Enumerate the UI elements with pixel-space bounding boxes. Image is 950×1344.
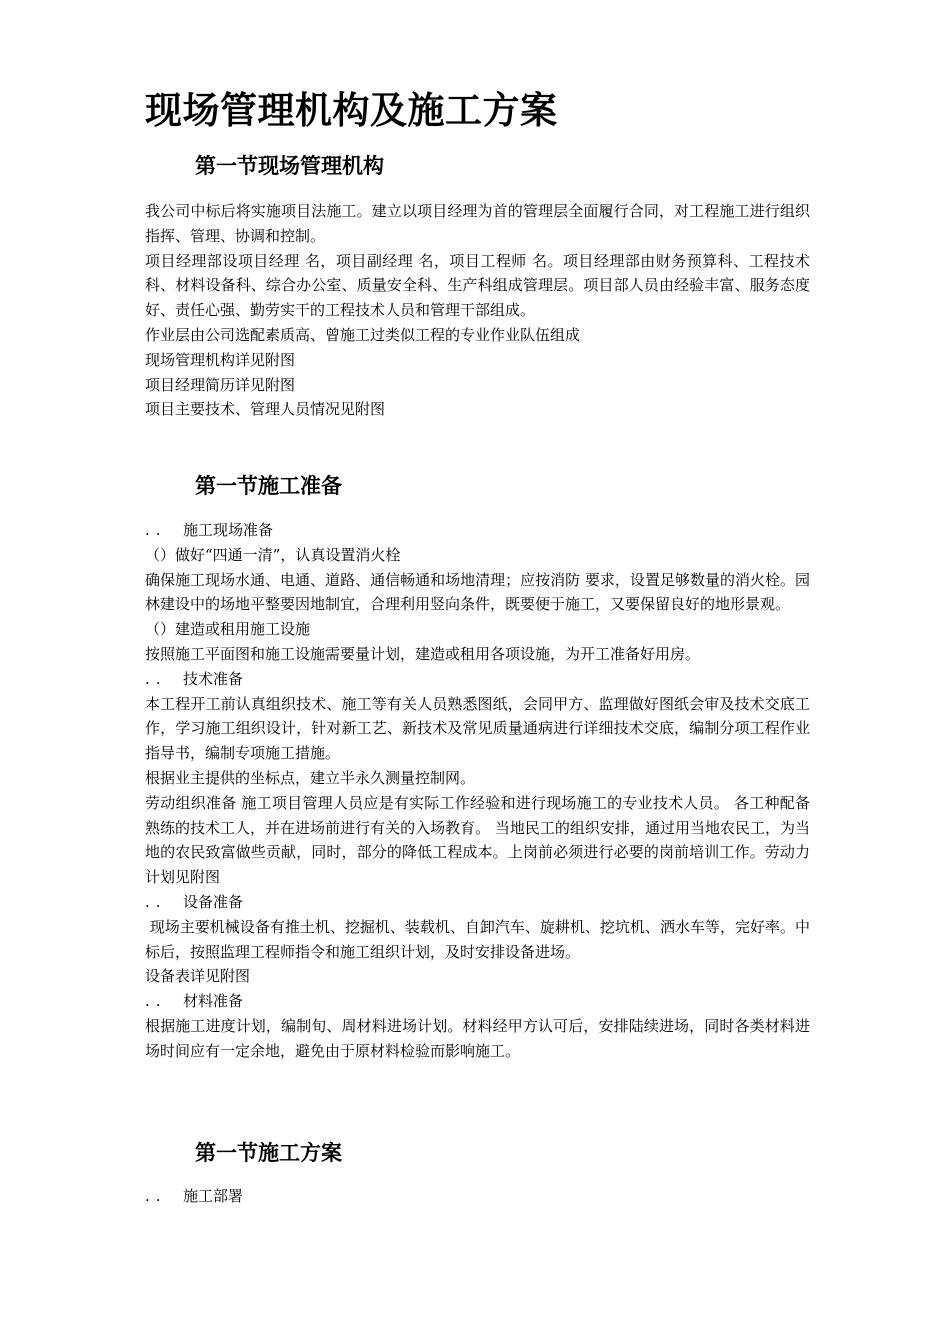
paragraph: 按照施工平面图和施工设施需要量计划，建造或租用各项设施，为开工准备好用房。 [145, 644, 701, 663]
paragraph: 根据业主提供的坐标点，建立半永久测量控制网。 [145, 768, 476, 787]
paragraph: （）建造或租用施工设施 [145, 620, 311, 639]
item-number: .. [145, 521, 167, 539]
list-item-construction-deployment [145, 1184, 810, 1209]
paragraph: （）做好“四通一清”，认真设置消火栓 [145, 545, 401, 564]
item-label: 技术准备 [183, 669, 244, 688]
item-number: .. [145, 669, 167, 688]
paragraph: 我公司中标后将实施项目法施工。建立以项目经理为首的管理层全面履行合同，对工程施工进行组织指挥、管理、协调和控制。 [145, 202, 810, 245]
item-number: .. [145, 992, 167, 1011]
item-number: .. [145, 1187, 167, 1205]
paragraph: 本工程开工前认真组织技术、施工等有关人员熟悉图纸，会同甲方、监理做好图纸会审及技术交底工作，学习施工组织设计，针对新工艺、新技术及常见质量通病进行详细技术交底，编制分项工程作业指导书，编制专项施工措施。 [145, 694, 810, 763]
section-heading-management: 第一节现场管理机构 [195, 153, 384, 178]
paragraph: 确保施工现场水通、电通、道路、通信畅通和场地清理；应按消防 要求，设置足够数量的消火栓。园林建设中的场地平整要因地制宜，合理利用竖向条件，既要便于施工，又要保留良好的地形景观。 [145, 570, 810, 614]
list-item-site-preparation [145, 518, 810, 543]
paragraph: 劳动组织准备 施工项目管理人员应是有实际工作经验和进行现场施工的专业技术人员。 各工种配备熟练的技术工人，并在进场前进行有关的入场教育。 当地民工的组织安排，通过用当地农民工，为当地的农民致富做些贡献，同时，部分的降低工程成本。上岗前必须进行必要的岗前培训工作。劳动力计划见附图 [145, 793, 810, 887]
item-label: 施工现场准备 [183, 521, 274, 539]
paragraph: 设备表详见附图 [145, 967, 251, 986]
section-body-management [145, 199, 810, 422]
paragraph: 项目经理部设项目经理 名，项目副经理 名，项目工程师 名。项目经理部由财务预算科、工程技术科、材料设备科、综合办公室、质量安全科、生产科组成管理层。项目部人员由经验丰富、服务态度好、责任心强、勤劳实干的工程技术人员和管理干部组成。 [145, 251, 810, 320]
document-title: 现场管理机构及施工方案 [145, 88, 558, 132]
item-number: .. [145, 892, 167, 911]
section-heading-construction-plan: 第一节施工方案 [195, 1140, 342, 1165]
list-item-technical-preparation [145, 667, 810, 692]
paragraph: 作业层由公司选配素质高、曾施工过类似工程的专业作业队伍组成 [145, 325, 581, 344]
paragraph: 根据施工进度计划，编制旬、周材料进场计划。材料经甲方认可后，安排陆续进场，同时各类材料进场时间应有一定余地，避免由于原材料检验而影响施工。 [145, 1016, 810, 1060]
item-label: 施工部署 [183, 1187, 244, 1205]
paragraph: 项目主要技术、管理人员情况见附图 [145, 400, 386, 419]
item-label: 设备准备 [183, 892, 244, 911]
section-body-preparation [145, 518, 810, 1064]
list-item-equipment-preparation [145, 890, 810, 915]
section-heading-preparation: 第一节施工准备 [195, 473, 342, 498]
section-body-construction-plan [145, 1184, 810, 1209]
paragraph: 现场主要机械设备有推土机、挖掘机、装载机、自卸汽车、旋耕机、挖坑机、洒水车等，完好率。中标后，按照监理工程师指令和施工组织计划，及时安排设备进场。 [145, 917, 810, 961]
paragraph: 项目经理简历详见附图 [145, 375, 296, 394]
item-label: 材料准备 [183, 992, 244, 1011]
paragraph: 现场管理机构详见附图 [145, 350, 296, 369]
list-item-material-preparation [145, 989, 810, 1014]
